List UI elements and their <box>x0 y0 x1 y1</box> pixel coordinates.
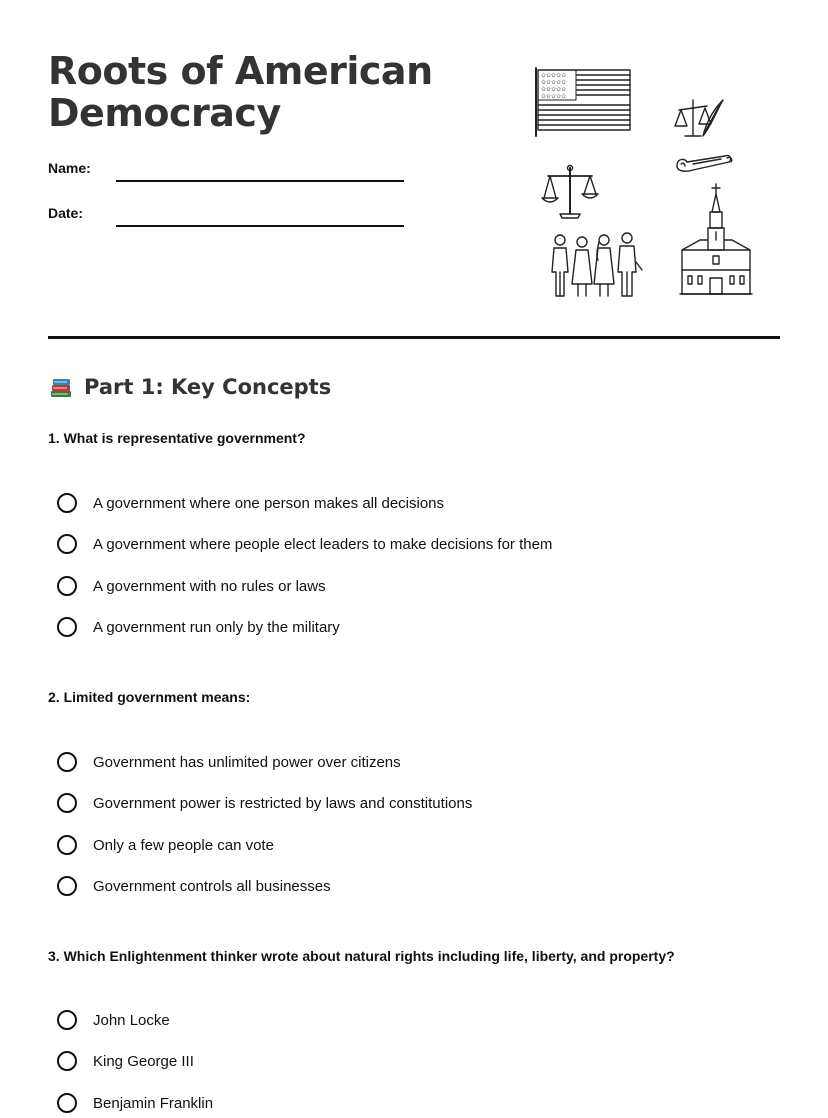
option-label: Government has unlimited power over citizens <box>93 753 401 771</box>
q2-option-a[interactable] <box>57 748 401 776</box>
part1-title: Part 1: Key Concepts <box>84 375 332 399</box>
q3-option-a[interactable] <box>57 1006 170 1034</box>
radio-button[interactable] <box>57 835 77 855</box>
q3-option-b[interactable] <box>57 1047 194 1075</box>
q2-option-d[interactable] <box>57 872 331 900</box>
option-label: John Locke <box>93 1011 170 1029</box>
radio-button[interactable] <box>57 617 77 637</box>
q3-option-c[interactable] <box>57 1089 213 1117</box>
radio-button[interactable] <box>57 1010 77 1030</box>
option-label: King George III <box>93 1052 194 1070</box>
scales-and-quill-icon <box>675 100 723 136</box>
date-field[interactable] <box>48 205 408 235</box>
svg-text:✩✩✩✩✩: ✩✩✩✩✩ <box>541 80 567 86</box>
option-label: A government where people elect leaders to make decisions for them <box>93 535 553 553</box>
radio-button[interactable] <box>57 576 77 596</box>
name-field[interactable] <box>48 160 408 190</box>
name-label: Name: <box>48 160 91 176</box>
svg-text:✩✩✩✩✩: ✩✩✩✩✩ <box>541 87 567 93</box>
option-label: A government run only by the military <box>93 618 340 636</box>
books-icon <box>48 374 74 400</box>
option-label: Benjamin Franklin <box>93 1094 214 1112</box>
option-label: Government power is restricted by laws and constitutions <box>93 794 473 812</box>
worksheet-title: Roots of American Democracy <box>48 49 433 135</box>
question-3-text: 3. Which Enlightenment thinker wrote about natural rights including life, liberty, and property? <box>48 948 675 964</box>
svg-text:✩✩✩✩✩: ✩✩✩✩✩ <box>541 94 567 100</box>
q1-option-b[interactable] <box>57 530 552 558</box>
radio-button[interactable] <box>57 534 77 554</box>
q2-option-b[interactable] <box>57 789 472 817</box>
q1-option-c[interactable] <box>57 572 326 600</box>
radio-button[interactable] <box>57 793 77 813</box>
radio-button[interactable] <box>57 493 77 513</box>
flag-icon <box>536 68 630 136</box>
citizens-icon <box>552 233 642 296</box>
option-label: A government where one person makes all decisions <box>93 494 445 512</box>
header-illustrations <box>528 60 758 305</box>
option-label: Government controls all businesses <box>93 877 331 895</box>
q1-option-d[interactable] <box>57 613 340 641</box>
radio-button[interactable] <box>57 1093 77 1113</box>
q1-option-a[interactable] <box>57 489 444 517</box>
church-icon <box>680 184 752 294</box>
date-label: Date: <box>48 205 84 221</box>
part1-heading <box>48 374 331 400</box>
scroll-icon <box>677 155 732 171</box>
date-blank-line[interactable] <box>116 225 404 227</box>
question-1-text: 1. What is representative government? <box>48 430 306 446</box>
question-2-text: 2. Limited government means: <box>48 689 251 705</box>
option-label: Only a few people can vote <box>93 836 274 854</box>
option-label: A government with no rules or laws <box>93 577 326 595</box>
radio-button[interactable] <box>57 752 77 772</box>
radio-button[interactable] <box>57 1051 77 1071</box>
section-divider <box>48 336 780 339</box>
name-blank-line[interactable] <box>116 180 404 182</box>
svg-text:✩✩✩✩✩: ✩✩✩✩✩ <box>541 73 567 79</box>
radio-button[interactable] <box>57 876 77 896</box>
scales-of-justice-icon <box>542 166 598 219</box>
q2-option-c[interactable] <box>57 831 274 859</box>
